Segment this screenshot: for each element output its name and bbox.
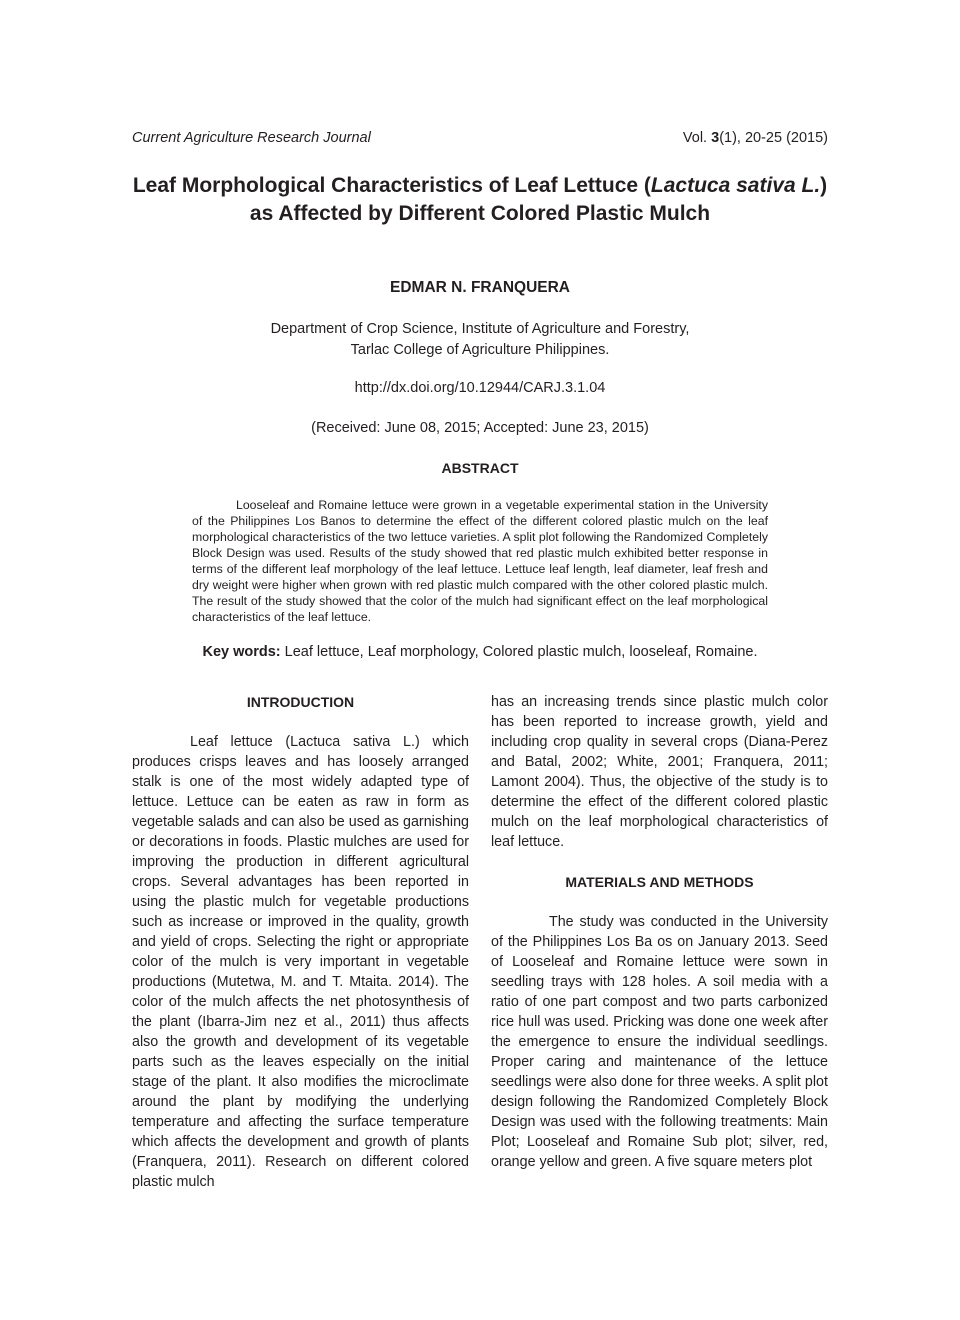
running-header [132, 130, 828, 150]
affiliation-line-2: Tarlac College of Agriculture Philippines. [350, 342, 610, 358]
affiliation-line-1: Department of Crop Science, Institute of Agriculture and Forestry, [270, 321, 690, 337]
doi-link[interactable]: http://dx.doi.org/10.12944/CARJ.3.1.04 [354, 380, 606, 396]
author-name: EDMAR N. FRANQUERA [390, 279, 570, 296]
introduction-paragraph: Leaf lettuce (Lactuca sativa L.) which produces crisps leaves and has loosely arranged stalk is one of the most widely adapted type of lettuce. Lettuce can be eaten as raw in form as vegetable salads and can also be used as garnishing or decorations in foods. Plastic mulches are used for improving the production in different agricultural crops. Several advantages has been reported in using the plastic mulch for vegetable productions such as increase or improved in the quality, growth and yield of crops. Selecting the right or appropriate color of the mulch is very important in vegetable productions (Mutetwa, M. and T. Mtaita. 2014). The color of the mulch affects the net photosynthesis of the plant (Ibarra-Jim nez et al., 2011) thus affects also the growth and development of its vegetable parts such as the leaves especially on the initial stage of the plant. It also modifies the microclimate around the plant by modifying the underlying temperature and affecting the surface temperature which affects the development and growth of plants (Franquera, 2011). Research on different colored plastic mulch [132, 734, 469, 1190]
volume-info [683, 130, 828, 146]
volume-suffix: (1), 20-25 (2015) [719, 130, 828, 146]
journal-name: Current Agriculture Research Journal [132, 130, 371, 146]
methods-heading: MATERIALS AND METHODS [565, 874, 754, 890]
title-part-2: ) as Affected by Different Colored Plastic Mulch [249, 174, 828, 225]
affiliation [132, 319, 828, 361]
left-column [132, 692, 469, 1192]
right-column [491, 692, 828, 1172]
keywords-label: Key words: [202, 644, 281, 660]
article-title [132, 172, 828, 228]
volume-prefix: Vol. [682, 130, 712, 146]
keywords-text: Leaf lettuce, Leaf morphology, Colored plastic mulch, looseleaf, Romaine. [280, 644, 758, 660]
introduction-heading: INTRODUCTION [246, 694, 355, 710]
title-part-1: Leaf Morphological Characteristics of Leaf Lettuce ( [132, 174, 651, 197]
abstract-heading: ABSTRACT [441, 460, 519, 476]
keywords [132, 644, 828, 660]
introduction-paragraph-continued: has an increasing trends since plastic mulch color has been reported to increase growth, yield and including crop quality in several crops (Diana-Perez and Batal, 2002; White, 2001; Franquera, 2011; Lamont 2004). Thus, the objective of the study is to determine the effect of the different colored plastic mulch on the leaf morphological characteristics of leaf lettuce. [491, 694, 828, 850]
abstract-text: Looseleaf and Romaine lettuce were grown in a vegetable experimental station in the University of the Philippines Los Banos to determine the effect of the different colored plastic mulch on the leaf morphological characteristics of the two lettuce varieties. A split plot following the Randomized Completely Block Design was used. Results of the study showed that red plastic mulch exhibited better response in terms of the different leaf morphology of the leaf lettuce. Lettuce leaf length, leaf diameter, leaf fresh and dry weight were higher when grown with red plastic mulch compared with the other colored plastic mulch. The result of the study showed that the color of the mulch had significant effect on the leaf morphological characteristics of the leaf lettuce. [192, 498, 768, 624]
received-accepted-dates: (Received: June 08, 2015; Accepted: June 23, 2015) [311, 420, 649, 436]
volume-number: 3 [711, 130, 720, 146]
methods-paragraph: The study was conducted in the University of the Philippines Los Ba os on January 2013. Seed of Looseleaf and Romaine lettuce were sown in seedling trays with 128 holes. A soil media with a ratio of one part compost and two parts carbonized rice hull was used. Pricking was done one week after the emergence to ensure the individual seedlings. Proper caring and maintenance of the lettuce seedlings were also done for three weeks. A split plot design following the Randomized Completely Block Design was used with the following treatments: Main Plot; Looseleaf and Romaine Sub plot; silver, red, orange yellow and green. A five square meters plot [491, 914, 828, 1170]
title-species: Lactuca sativa L. [650, 174, 821, 197]
